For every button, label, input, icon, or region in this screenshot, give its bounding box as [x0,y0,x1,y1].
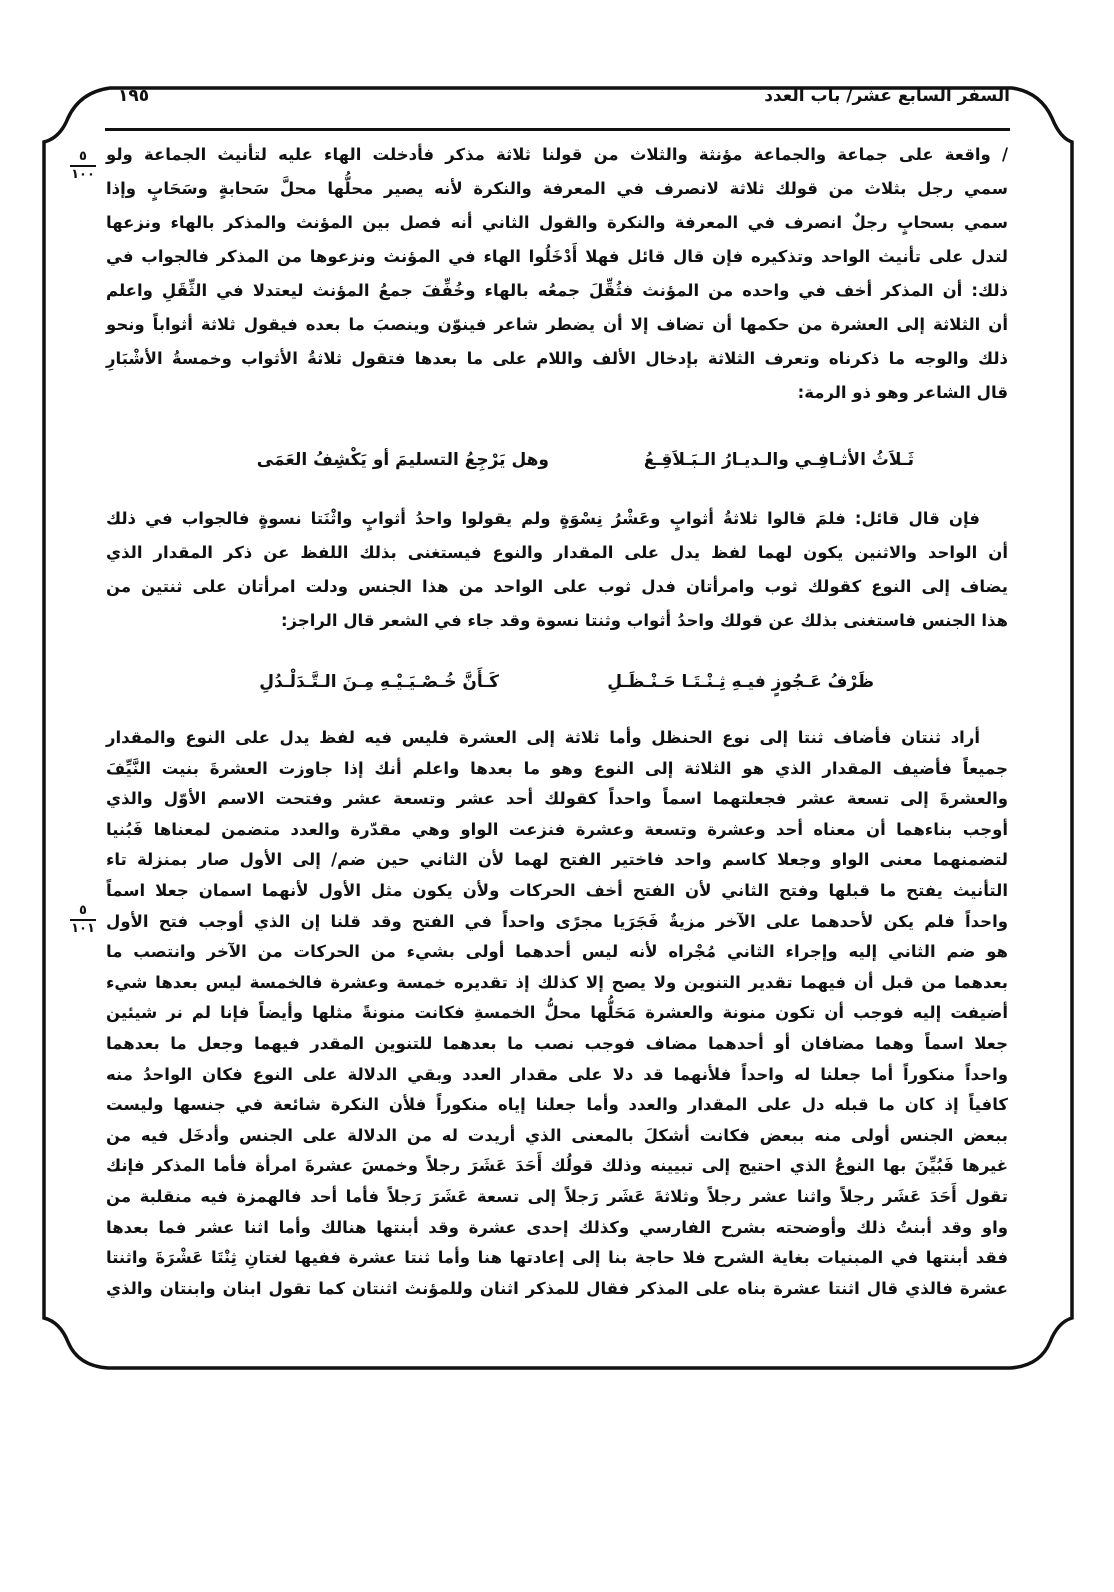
margin-note-top: ٥ [79,149,87,164]
text-line: عشرة فالذي قال اثنتا عشرة بناه على المذكر فقال للمذكر اثنان وللمؤنث اثنتان كما تقول ابنان وابنتان والذي [106,1278,1008,1298]
text-line: جعلا اسماً وهما مضافان أو أحدهما مضاف فوجب نصب ما بعدهما للتنوين المقدر فيهما وجعل ما بعدهما [106,1033,1008,1053]
text-line: فقد أبنتها في المبنيات بغاية الشرح فلا حاجة بنا إلى إعادتها هنا وأما ثنتا عشرة ففيها لغتانِ ثِنْتَا عَشْرَةَ واثنتا [106,1248,1008,1268]
text-line: بعدهما من قبل أن فيهما تقدير التنوين ولا يصح إلا كذلك إذ تقديره خمسة وعشرة فالخمسة ليس بعدها شيء [106,972,1008,992]
text-line: تقول أَحَدَ عَشَر رجلاً واثنا عشر رجلاً وثلاثةَ عَشَر رَجلاً إلى تسعة عَشَرَ رَجلاً فأما أحد فالهمزة فيه منقلبة من [106,1186,1008,1206]
text-line: لتضمنهما معنى الواو وجعلا كاسم واحد فاختير الفتح لهما لأن الثاني حين ضم/ إلى الأول صار بمنزلة تاء [106,850,1008,870]
margin-note-bottom: ١٠١ [71,921,95,936]
text-line: أضيفت إليه فوجب أن تكون منونة والعشرة مَحَلُّها محلُّ الخمسةِ فكانت منونةً مثلها وأيضاً فإنا لم نر شيئين [106,1003,1008,1023]
verse-1-first-hemistich: وهل يَرْجِعُ التسليمَ أو يَكْشِفُ العَمَى [256,450,549,470]
text-line: ذلك والوجه ما ذكرناه وتعرف الثلاثة بإدخال الألف واللام على ما بعدها فتقول ثلاثةُ الأثواب وخمسةُ الأشْبَارِ [106,349,1008,368]
text-line: أراد ثنتان فأضاف ثنتا إلى نوع الحنظل وأما ثلاثة إلى العشرة فليس فيه لفظ يدل على النوع والمقدار [106,728,980,747]
margin-note-folio [66,150,100,182]
verse-1-second-hemistich: ثَـلاَثُ الأثـافِـي والـديـارُ الـبَـلاَقِـعُ [643,450,914,470]
header-rule [105,128,1010,131]
text-line: قال الشاعر وهو ذو الرمة: [797,383,1008,402]
text-line: هو ضم الثاني إليه وإجراء الثاني مُجْراه لأنه ليس أحدهما أولى بشيء من الحركات من الآخر وانتصب ما [106,942,1008,962]
text-line: غيرها فَبُيِّنَ بها النوعُ الذي احتيج إلى تبيينه وذلك قولُك أَحَدَ عَشَرَ رجلاً وخمسَ عشرةَ امرأة فأما المذكر فإنك [106,1156,1008,1176]
text-line: أن الواحد والاثنين يكون لهما لفظ يدل على المقدار والنوع فيستغنى بذلك اللفظ عن ذكر المقدار الذي [106,543,1008,562]
text-line: والعشرةَ إلى تسعة عشر فجعلتهما اسماً واحداً كقولك أحد عشر وتسعة عشر وفتحت الاسم الأوّل والذي [106,789,1008,809]
verse-2-first-hemistich: كَـأَنَّ خُـصْـيَـيْـهِ مِـنَ الـتَّـدَلْـدُلِ [259,672,499,692]
running-header-title: السفر السابع عشر/ باب العدد [764,86,1010,106]
text-line: واحداً منكوراً أما جعلنا له واحداً فلأنهما قد دلا على مقدار العدد وبقي الدلالة على النوع فكان الواحدُ منه [106,1064,1008,1084]
text-line: سمي رجل بثلاث من قولك ثلاثة لانصرف في المعرفة والنكرة لأنه يصير محلُّها محلَّ سَحابةٍ وسَحَابٍ وإذا [106,179,1008,198]
text-line: جميعاً فأضيف المقدار الذي هو الثلاثة إلى النوع وهو ما بعدها واعلم أنك إذا جاوزت العشرةَ بنيت النَّيِّفَ [106,758,1008,778]
margin-note-top: ٥ [79,903,87,918]
paragraph-3 [106,723,1008,1304]
text-line: واحداً فلم يكن لأحدهما على الآخر مزيةٌ فَجَرَيا مجرًى واحداً في الفتح وقد قلنا إن الذي أوجب فتح الأول [106,911,1008,931]
text-line: هذا الجنس فاستغنى بذلك عن قولك واحدُ أثواب وثنتا نسوة وقد جاء في الشعر قال الراجز: [280,611,1008,630]
text-line: كافياً إذ كان ما قبله دل على المقدار والعدد وأما جعلنا إياه منكوراً فلأن النكرة شائعة في جنسها وليست [106,1095,1008,1115]
text-line: أن الثلاثة إلى العشرة من حكمها أن تضاف إلا أن يضطر شاعر فينوّن وينصبَ ما بعده فيقول ثلاثة أثواباً ونحو [106,315,1008,334]
paragraph-1 [106,138,1008,410]
text-line: أوجب بناءهما أن معناه أحد وعشرة وتسعة وعشرة فنزعت الواو وهي مقدّرة والعدد متضمن لمعناها فَبُنيا [106,819,1008,839]
text-line: سمي بسحابٍ رجلٌ انصرف في المعرفة والنكرة والقول الثاني أنه فصل بين المؤنث والمذكر بالهاء ونزعها [106,213,1008,232]
text-line: لتدل على تأنيث الواحد وتذكيره فإن قال قائل فهلا أَدْخَلُوا الهاء في المؤنث ونزعوها من المذكر فالجواب في [106,247,1008,266]
paragraph-2 [106,502,1008,638]
margin-note-bottom: ١٠٠ [71,167,95,182]
margin-note-folio [66,904,100,936]
verse-2-second-hemistich: ظَرْفُ عَـجُوزٍ فيـهِ ثِـنْـتَـا حَـنْـظَـلِ [607,672,874,692]
text-line: فإن قال قائل: فلمَ قالوا ثلاثةُ أثوابٍ وعَشْرُ نِسْوَةٍ ولم يقولوا واحدُ أثوابٍ واثْنَتا نسوةٍ فالجواب في ذلك [106,509,980,528]
text-line: ذلك: أن المذكر أخف في واحده من المؤنث فثُقِّلَ جمعُه بالهاء وخُفِّفَ جمعُ المؤنث ليعتدلا في الثِّقَلِ واعلم [106,281,1008,300]
text-line: التأنيث يفتح ما قبلها وفتح الثاني لأن الفتح أخف الحركات ولأن يكون مثل الأول لأنهما اسمان جعلا اسماً [106,880,1008,900]
text-line: / واقعة على جماعة والجماعة مؤنثة والثلاث من قولنا ثلاثة مذكر فأدخلت الهاء عليه لتأنيث الجماعة ولو [106,145,1008,164]
text-line: ببعض الجنس أولى منه ببعض فكانت أشكلَ بالمعنى الذي أريدت له من الدلالة على الجنس وأدخَل فيه من [106,1125,1008,1145]
text-line: يضاف إلى النوع كقولك ثوب وامرأتان فدل ثوب على الواحد من هذا الجنس ودلت امرأتان على ثنتين من [106,577,1008,596]
page-number: ١٩٥ [118,86,150,106]
text-line: واو وقد أبنتُ ذلك وأوضحته بشرح الفارسي وكذلك إحدى عشرة وقد أبنتها هنالك وأما اثنا عشر فما بعدها [106,1217,1008,1237]
